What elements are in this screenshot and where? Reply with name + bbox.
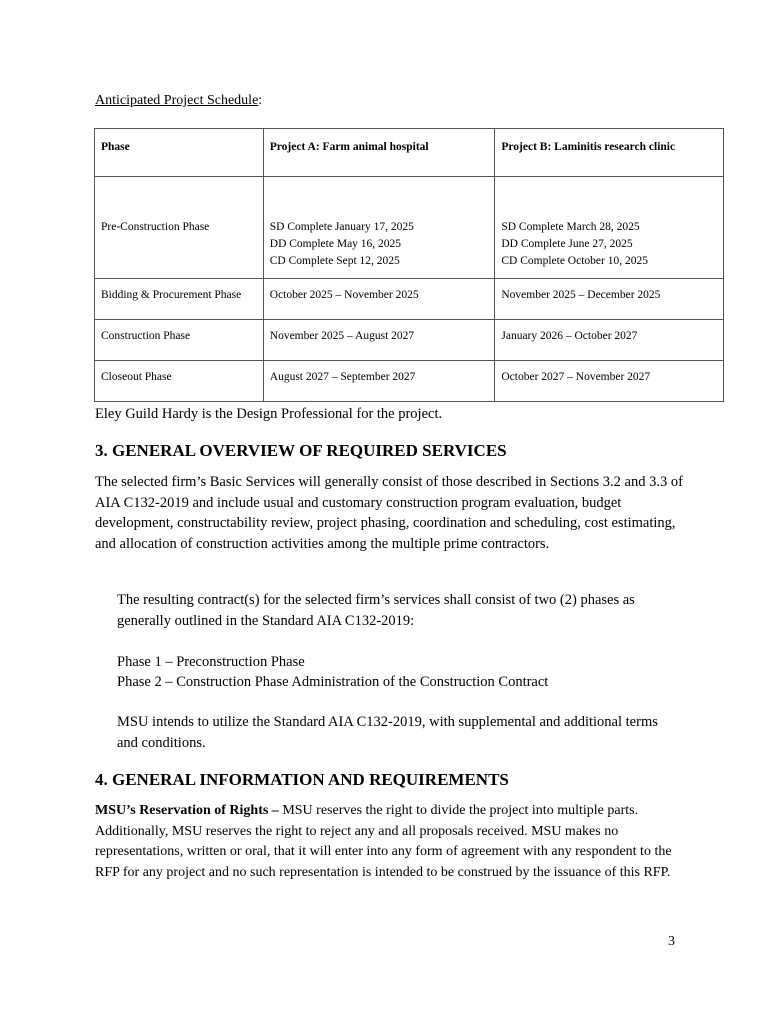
table-row (95, 361, 724, 402)
milestone-line: DD Complete June 27, 2025 (501, 238, 633, 250)
phase-cell (95, 177, 264, 279)
schedule-table (94, 128, 724, 402)
header-project-a: Project A: Farm animal hospital (263, 129, 495, 177)
section-3-paragraph-1: The selected firm’s Basic Services will generally consist of those described in Sections 3.2 and 3.3 of AIA C132-2019 and include usual and customary construction program evaluation, budget development, constructability review, project phasing, coordination and scheduling, cost estimating, and allocation of construction activities among the multiple prime contractors. (95, 474, 683, 552)
milestone-line: CD Complete Sept 12, 2025 (269, 255, 400, 267)
phase-2-line: Phase 2 – Construction Phase Administration of the Construction Contract (117, 674, 549, 690)
table-row (95, 320, 724, 361)
phase-cell: Closeout Phase (95, 361, 264, 402)
project-b-cell (495, 177, 724, 279)
design-professional-statement: Eley Guild Hardy is the Design Professional for the project. (95, 406, 443, 422)
project-b-cell: November 2025 – December 2025 (495, 279, 724, 320)
header-project-b: Project B: Laminitis research clinic (495, 129, 724, 177)
milestone-line: SD Complete March 28, 2025 (501, 221, 640, 233)
table-header-row (95, 129, 724, 177)
project-a-cell: August 2027 – September 2027 (263, 361, 495, 402)
page-number: 3 (668, 934, 675, 949)
project-b-cell: January 2026 – October 2027 (495, 320, 724, 361)
phase-cell: Construction Phase (95, 320, 264, 361)
milestone-line: CD Complete October 10, 2025 (501, 255, 648, 267)
reservation-of-rights-text: MSU reserves the right to divide the project into multiple parts. Additionally, MSU reserves the right to reject any and all proposals received. MSU makes no representations, written or oral, that it will enter into any form of agreement with any respondent to the RFP for any project and no such representation is intended to be construed by the issuance of this RFP. (95, 803, 672, 880)
reservation-of-rights-label: MSU’s Reservation of Rights – (95, 803, 279, 818)
section-3-paragraph-3: MSU intends to utilize the Standard AIA C132-2019, with supplemental and additional terms and conditions. (117, 714, 658, 751)
table-row (95, 279, 724, 320)
phase-cell: Bidding & Procurement Phase (95, 279, 264, 320)
header-phase: Phase (95, 129, 264, 177)
project-a-cell (263, 177, 495, 279)
schedule-heading-text: Anticipated Project Schedule (95, 93, 259, 108)
milestone-line: DD Complete May 16, 2025 (269, 238, 402, 250)
section-3-title: 3. GENERAL OVERVIEW OF REQUIRED SERVICES (95, 441, 507, 460)
section-3-paragraph-2: The resulting contract(s) for the selected firm’s services shall consist of two (2) phases as generally outlined in the Standard AIA C132-2019: (117, 592, 635, 629)
project-b-cell: October 2027 – November 2027 (495, 361, 724, 402)
project-a-cell: November 2025 – August 2027 (263, 320, 495, 361)
milestone-line: SD Complete January 17, 2025 (269, 221, 414, 233)
reservation-of-rights-paragraph (95, 801, 685, 883)
section-4-title: 4. GENERAL INFORMATION AND REQUIREMENTS (95, 770, 509, 789)
schedule-heading (95, 93, 262, 109)
phase-1-line: Phase 1 – Preconstruction Phase (117, 654, 305, 670)
phase-label: Pre-Construction Phase (101, 221, 210, 233)
project-a-cell: October 2025 – November 2025 (263, 279, 495, 320)
table-row (95, 177, 724, 279)
schedule-heading-colon: : (258, 93, 263, 108)
